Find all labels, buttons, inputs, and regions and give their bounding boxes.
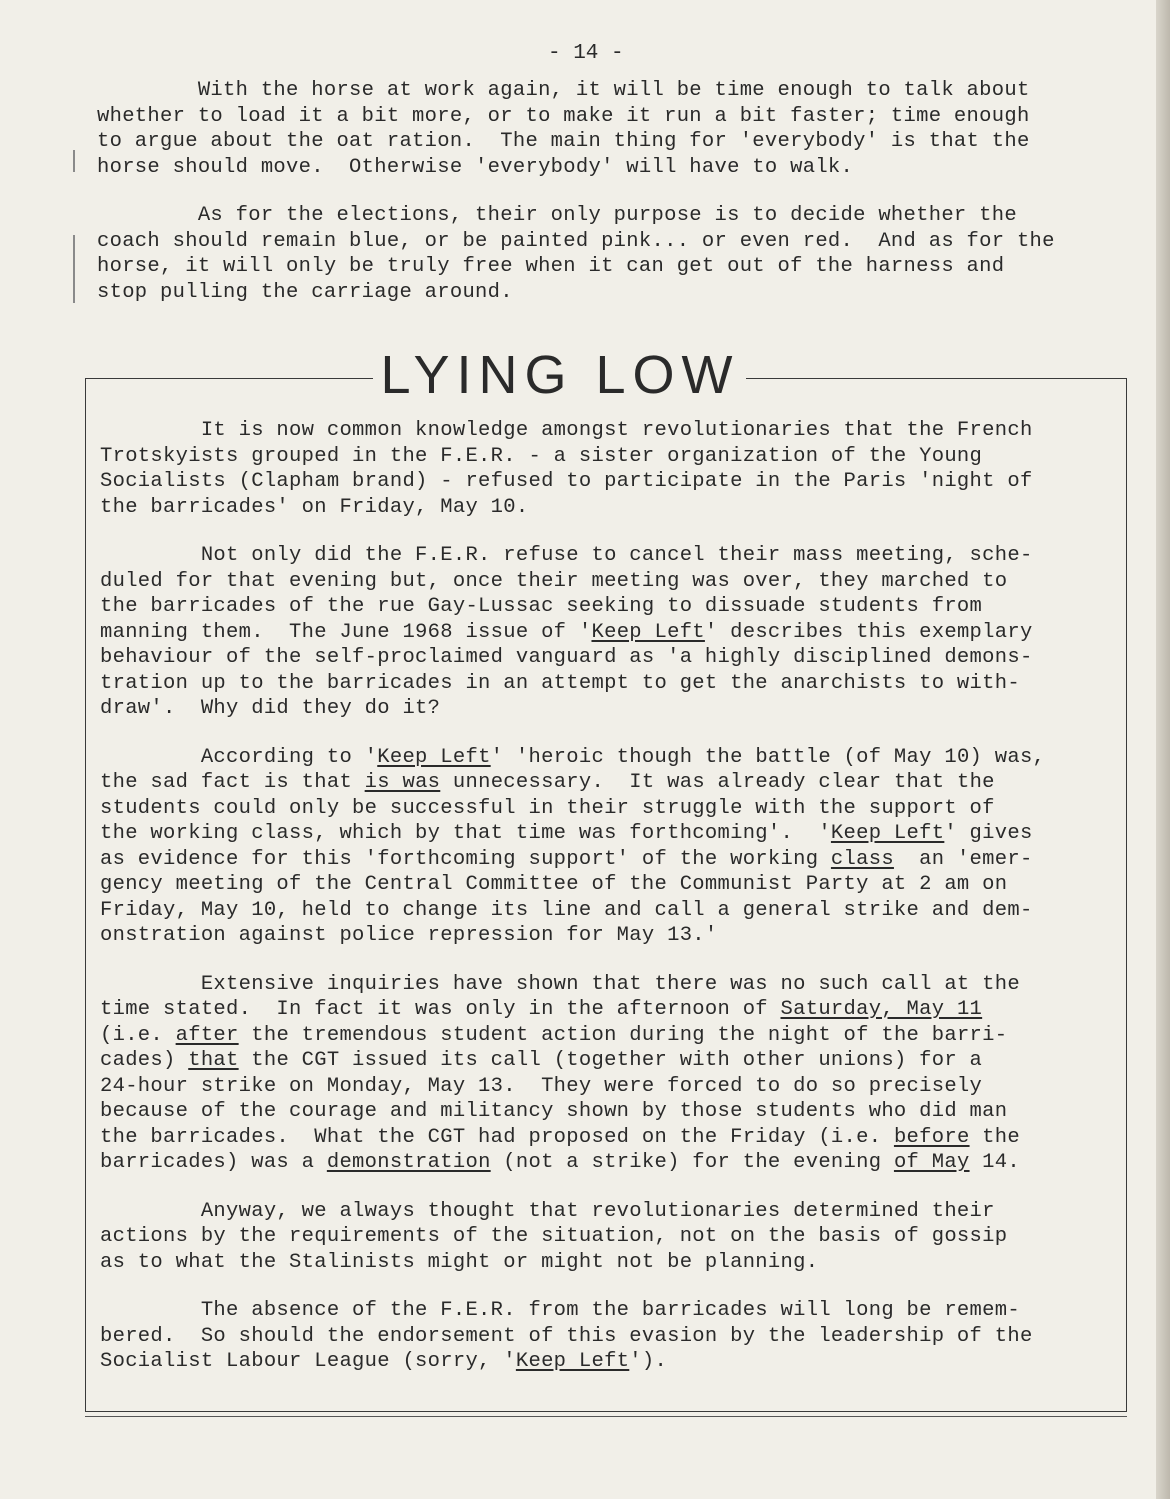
text-line: Friday, May 10, held to change its line and call a general strike and dem- bbox=[100, 898, 1033, 922]
text-line: onstration against police repression for May 13.' bbox=[100, 924, 718, 947]
paragraph-gap bbox=[100, 1275, 1120, 1298]
text-line: tration up to the barricades in an attempt to get the anarchists to with- bbox=[100, 671, 1020, 695]
underlined-text: of May bbox=[893, 1151, 970, 1174]
underlined-text: Saturday, May 11 bbox=[780, 998, 983, 1021]
text-line: gency meeting of the Central Committee of the Communist Party at 2 am on bbox=[100, 873, 1008, 896]
underlined-text: Keep Left bbox=[591, 620, 705, 644]
article-title: LYING LOW bbox=[380, 345, 740, 405]
article-paragraph bbox=[100, 1199, 1120, 1276]
article-paragraph bbox=[100, 972, 1120, 1176]
text-line: bered. So should the endorsement of this evasion by the leadership of the bbox=[100, 1324, 1033, 1348]
text-line: Socialist Labour League (sorry, 'Keep Left'). bbox=[100, 1350, 668, 1373]
text-line: the barricades' on Friday, May 10. bbox=[100, 495, 529, 519]
text-line: With the horse at work again, it will be time enough to talk about bbox=[97, 79, 1030, 102]
paragraph-gap bbox=[100, 949, 1120, 972]
text-line: The absence of the F.E.R. from the barricades will long be remem- bbox=[100, 1299, 1020, 1322]
underlined-text: class bbox=[830, 847, 894, 871]
text-line: actions by the requirements of the situation, not on the basis of gossip bbox=[100, 1225, 1008, 1248]
text-line: 24-hour strike on Monday, May 13. They were forced to do so precisely bbox=[100, 1074, 983, 1098]
text-line: behaviour of the self-proclaimed vanguard as 'a highly disciplined demons- bbox=[100, 646, 1033, 669]
text-line: stop pulling the carriage around. bbox=[97, 280, 513, 304]
text-line: horse, it will only be truly free when it can get out of the harness and bbox=[97, 255, 1005, 278]
page-number: - 14 - bbox=[548, 42, 624, 65]
text-line: Socialists (Clapham brand) - refused to participate in the Paris 'night of bbox=[100, 470, 1033, 493]
text-line: as evidence for this 'forthcoming support' of the working class an 'emer- bbox=[100, 847, 1033, 871]
text-line: because of the courage and militancy shown by those students who did man bbox=[100, 1100, 1008, 1123]
intro-paragraph bbox=[97, 203, 1137, 305]
text-line: draw'. Why did they do it? bbox=[100, 697, 441, 720]
article-paragraph bbox=[100, 745, 1120, 949]
text-line: to argue about the oat ration. The main thing for 'everybody' is that the bbox=[97, 130, 1030, 153]
paragraph-gap bbox=[97, 180, 1137, 203]
text-line: According to 'Keep Left' 'heroic though the battle (of May 10) was, bbox=[100, 745, 1046, 769]
paragraph-gap bbox=[100, 722, 1120, 745]
underlined-text: is was bbox=[364, 771, 441, 794]
underlined-text: Keep Left bbox=[830, 822, 945, 845]
text-line: horse should move. Otherwise 'everybody' will have to walk. bbox=[97, 155, 854, 179]
underlined-text: that bbox=[188, 1049, 239, 1072]
intro-paragraph bbox=[97, 78, 1137, 180]
text-line: Extensive inquiries have shown that there was no such call at the bbox=[100, 972, 1020, 996]
article-paragraph bbox=[100, 543, 1120, 722]
text-line: Anyway, we always thought that revolutionaries determined their bbox=[100, 1199, 995, 1223]
binding-edge bbox=[1156, 0, 1170, 1499]
text-line: duled for that evening but, once their meeting was over, they marched to bbox=[100, 569, 1008, 593]
paragraph-gap bbox=[100, 520, 1120, 543]
text-line: whether to load it a bit more, or to make it run a bit faster; time enough bbox=[97, 104, 1030, 128]
underlined-text: demonstration bbox=[326, 1151, 491, 1174]
paragraph-gap bbox=[100, 1176, 1120, 1199]
underlined-text: Keep Left bbox=[377, 745, 491, 769]
text-line: time stated. In fact it was only in the afternoon of Saturday, May 11 bbox=[100, 998, 983, 1021]
article-frame-bottom-rule bbox=[85, 1416, 1127, 1417]
text-line: coach should remain blue, or be painted pink... or even red. And as for the bbox=[97, 229, 1055, 253]
article-paragraph bbox=[100, 418, 1120, 520]
article-paragraph bbox=[100, 1298, 1120, 1375]
text-line: the barricades. What the CGT had proposed on the Friday (i.e. before the bbox=[100, 1125, 1020, 1149]
text-line: Trotskyists grouped in the F.E.R. - a sister organization of the Young bbox=[100, 444, 983, 468]
text-line: the working class, which by that time was forthcoming'. 'Keep Left' gives bbox=[100, 822, 1033, 845]
underlined-text: after bbox=[175, 1023, 239, 1047]
text-line: As for the elections, their only purpose is to decide whether the bbox=[97, 204, 1017, 227]
underlined-text: before bbox=[893, 1125, 970, 1149]
text-line: It is now common knowledge amongst revolutionaries that the French bbox=[100, 419, 1033, 442]
text-line: the barricades of the rue Gay-Lussac seeking to dissuade students from bbox=[100, 595, 983, 618]
article-body bbox=[100, 418, 1120, 1375]
text-line: the sad fact is that is was unnecessary. It was already clear that the bbox=[100, 771, 995, 794]
text-line: manning them. The June 1968 issue of 'Keep Left' describes this exemplary bbox=[100, 620, 1033, 644]
text-line: as to what the Stalinists might or might not be planning. bbox=[100, 1250, 819, 1274]
intro-text bbox=[97, 78, 1137, 305]
underlined-text: Keep Left bbox=[515, 1350, 630, 1373]
margin-mark bbox=[73, 150, 75, 172]
text-line: Not only did the F.E.R. refuse to cancel their mass meeting, sche- bbox=[100, 544, 1033, 567]
text-line: cades) that the CGT issued its call (together with other unions) for a bbox=[100, 1049, 983, 1072]
text-line: (i.e. after the tremendous student action during the night of the barri- bbox=[100, 1023, 1008, 1047]
text-line: barricades) was a demonstration (not a strike) for the evening of May 14. bbox=[100, 1151, 1020, 1174]
text-line: students could only be successful in their struggle with the support of bbox=[100, 796, 995, 820]
margin-mark bbox=[73, 235, 75, 303]
